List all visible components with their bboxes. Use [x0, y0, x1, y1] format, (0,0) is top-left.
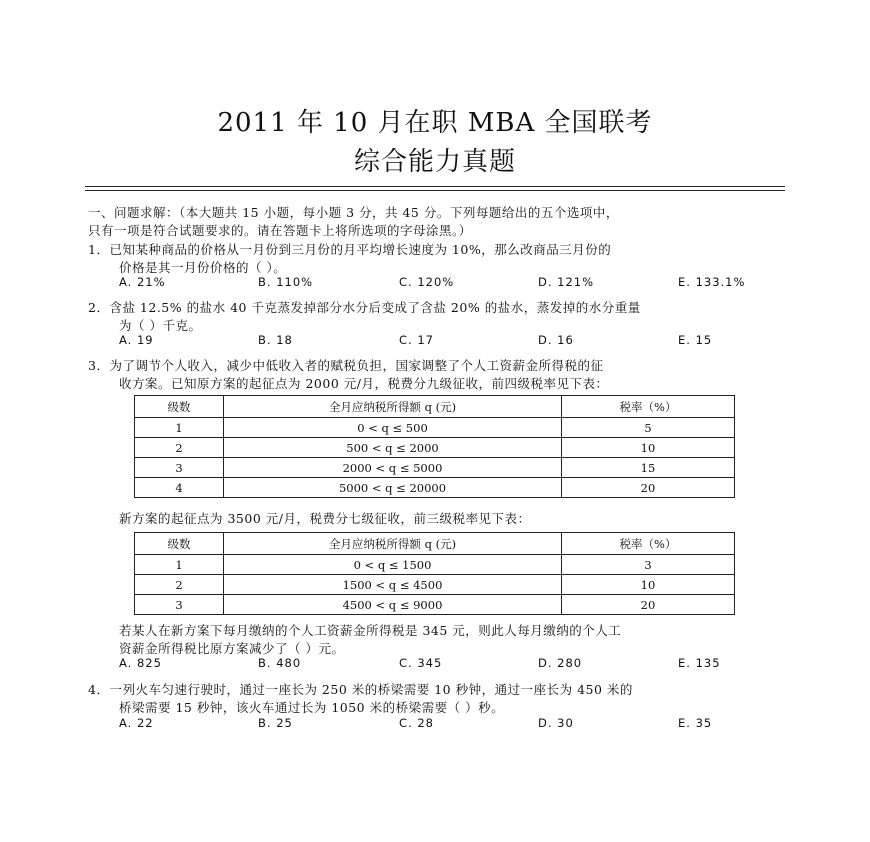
option-d[interactable]: D. 121% [538, 275, 595, 289]
option-c[interactable]: C. 345 [399, 656, 443, 670]
page-subtitle: 综合能力真题 [353, 147, 516, 177]
column-header: 级数 [135, 533, 224, 555]
table-cell: 10 [562, 575, 735, 595]
question-2-options [119, 333, 739, 349]
table-cell: 0 < q ≤ 1500 [224, 555, 562, 575]
table-row [135, 418, 735, 438]
table-cell: 20 [562, 478, 735, 498]
question-1-options [119, 275, 746, 291]
table-cell: 1 [135, 555, 224, 575]
page-title: 2011 年 10 月在职 MBA 全国联考 [217, 108, 653, 138]
option-a[interactable]: A. 19 [119, 333, 154, 347]
option-d[interactable]: D. 280 [538, 656, 583, 670]
question-1-line2: 价格是其一月份价格的（ ）。 [119, 260, 287, 275]
column-header: 税率（%） [562, 533, 735, 555]
table-row [135, 555, 735, 575]
table-cell: 1 [135, 418, 224, 438]
table-cell: 15 [562, 458, 735, 478]
title-divider-bottom [85, 190, 785, 191]
table-cell: 2000 < q ≤ 5000 [224, 458, 562, 478]
title-divider-top [85, 186, 785, 187]
option-b[interactable]: B. 18 [258, 333, 293, 347]
table-cell: 20 [562, 595, 735, 615]
option-c[interactable]: C. 28 [399, 716, 434, 730]
table-cell: 1500 < q ≤ 4500 [224, 575, 562, 595]
column-header: 级数 [135, 396, 224, 418]
table-row [135, 458, 735, 478]
question-4-options [119, 716, 739, 732]
option-b[interactable]: B. 480 [258, 656, 302, 670]
option-e[interactable]: E. 133.1% [678, 275, 746, 289]
option-a[interactable]: A. 22 [119, 716, 154, 730]
option-d[interactable]: D. 16 [538, 333, 574, 347]
question-2-line2: 为（ ）千克。 [119, 318, 202, 333]
option-e[interactable]: E. 15 [678, 333, 713, 347]
section-instructions-line1: 一、问题求解：（本大题共 15 小题，每小题 3 分，共 45 分。下列每题给出的五个选项中， [88, 205, 619, 220]
question-4-line2: 桥梁需要 15 秒钟，该火车通过长为 1050 米的桥梁需要（ ）秒。 [119, 700, 505, 715]
question-3-line1: 3．为了调节个人收入，减少中低收入者的赋税负担，国家调整了个人工资薪金所得税的征 [88, 358, 604, 373]
table-cell: 5 [562, 418, 735, 438]
question-3-options [119, 656, 739, 672]
table-cell: 4500 < q ≤ 9000 [224, 595, 562, 615]
table-cell: 5000 < q ≤ 20000 [224, 478, 562, 498]
table-row [135, 478, 735, 498]
section-instructions-line2: 只有一项是符合试题要求的。请在答题卡上将所选项的字母涂黑。） [88, 223, 472, 238]
table-row [135, 575, 735, 595]
table-row [135, 595, 735, 615]
column-header: 全月应纳税所得额 q (元) [224, 533, 562, 555]
table-cell: 3 [562, 555, 735, 575]
option-c[interactable]: C. 120% [399, 275, 455, 289]
question-3-middle-text: 新方案的起征点为 3500 元/月，税费分七级征收，前三级税率见下表： [119, 511, 531, 526]
table-cell: 10 [562, 438, 735, 458]
new-tax-table [134, 532, 735, 615]
question-1-line1: 1．已知某种商品的价格从一月份到三月份的月平均增长速度为 10%，那么改商品三月份的 [88, 242, 612, 257]
table-cell: 4 [135, 478, 224, 498]
table-header-row [135, 396, 735, 418]
question-2-line1: 2．含盐 12.5% 的盐水 40 千克蒸发掉部分水分后变成了含盐 20% 的盐水，蒸发掉的水分重量 [88, 300, 641, 315]
question-3-line2: 收方案。已知原方案的起征点为 2000 元/月，税费分九级征收，前四级税率见下表： [119, 376, 609, 391]
question-3-after-line2: 资薪金所得税比原方案减少了（ ）元。 [119, 641, 345, 656]
table-cell: 3 [135, 458, 224, 478]
table-cell: 3 [135, 595, 224, 615]
option-d[interactable]: D. 30 [538, 716, 574, 730]
option-b[interactable]: B. 110% [258, 275, 314, 289]
table-cell: 500 < q ≤ 2000 [224, 438, 562, 458]
table-header-row [135, 533, 735, 555]
option-e[interactable]: E. 35 [678, 716, 713, 730]
option-b[interactable]: B. 25 [258, 716, 293, 730]
table-cell: 2 [135, 575, 224, 595]
question-3-after-line1: 若某人在新方案下每月缴纳的个人工资薪金所得税是 345 元，则此人每月缴纳的个人工 [119, 623, 622, 638]
table-row [135, 438, 735, 458]
old-tax-table [134, 395, 735, 498]
question-4-line1: 4．一列火车匀速行驶时，通过一座长为 250 米的桥梁需要 10 秒钟，通过一座长为 450 米的 [88, 682, 633, 697]
option-a[interactable]: A. 825 [119, 656, 162, 670]
column-header: 全月应纳税所得额 q (元) [224, 396, 562, 418]
option-a[interactable]: A. 21% [119, 275, 166, 289]
table-cell: 0 < q ≤ 500 [224, 418, 562, 438]
option-c[interactable]: C. 17 [399, 333, 434, 347]
option-e[interactable]: E. 135 [678, 656, 721, 670]
column-header: 税率（%） [562, 396, 735, 418]
table-cell: 2 [135, 438, 224, 458]
